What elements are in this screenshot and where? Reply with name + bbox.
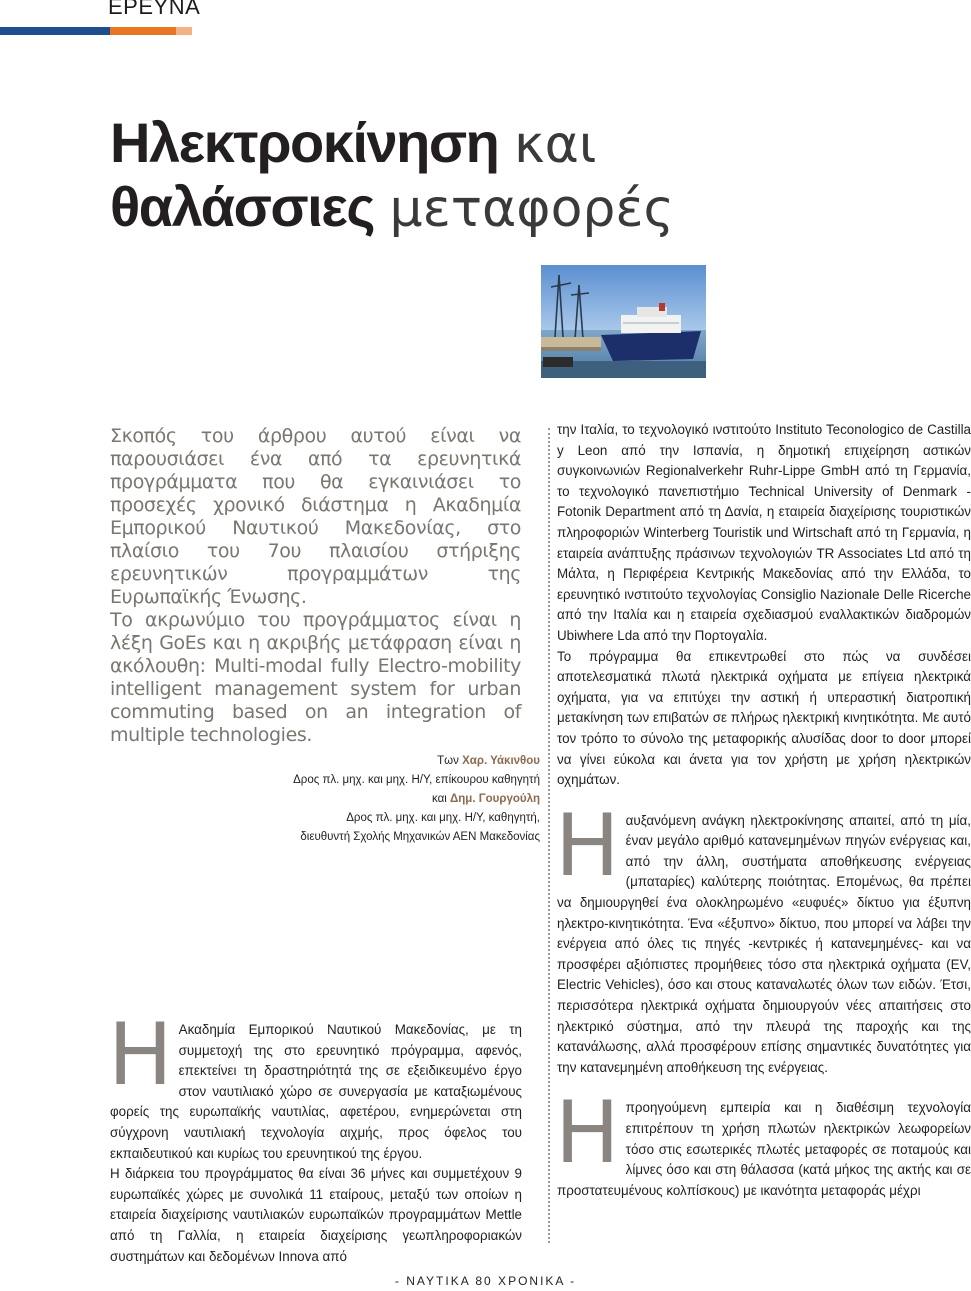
- author-prefix: Των: [437, 755, 459, 767]
- dropcap: Η: [108, 1005, 173, 1105]
- body-paragraph: Το πρόγραμμα θα επικεντρωθεί στο πώς να συνδέσει αποτελεσματικά πλωτά ηλεκτρικά οχήματα με επίγεια ηλεκτρικά οχήματα, για να επιτύχει την αστική ή υπεραστική διατροπική μετακίνηση των επιβατών σε πλήρως ηλεκτρική κινητικότητα. Με αυτό τον τρόπο το σύνολο της μεταφορικής αλυσίδας door to door μπορεί να γίνει εύκολα και άνετα για τον χρήστη με χρήση ηλεκτρικών οχημάτων.: [557, 648, 971, 788]
- right-column: [557, 420, 971, 1201]
- header-bar-light: [176, 27, 192, 35]
- title-line1-light: και: [513, 115, 597, 175]
- title-line2-bold: θαλάσσιες: [110, 175, 374, 238]
- author-prefix: και: [431, 793, 447, 805]
- column-divider: [548, 428, 550, 1243]
- ship-photo: [541, 265, 706, 378]
- body-paragraph: Ακαδημία Εμπορικού Ναυτικού Μακεδονίας, με τη συμμετοχή της στο ερευνητικό πρόγραμμα, αφενός, επεκτείνει τη δραστηριότητά της σε εξειδικευμένο έργο στον ναυτιλιακό χώρο σε συνεργασία με καταξιωμένους φορείς της ευρωπαϊκής ναυτιλίας, αφετέρου, ενημερώνεται στη σύγχρονη ναυτιλιακή τεχνολογία αιχμής, προς όφελος του εκπαιδευτικού και κυρίως του ερευνητικού της έργου.: [110, 1022, 522, 1161]
- title-line1-bold: Ηλεκτροκίνηση: [110, 111, 499, 174]
- header-bar-blue: [0, 27, 110, 35]
- body-paragraph: προηγούμενη εμπειρία και η διαθέσιμη τεχνολογία επιτρέπουν τη χρήση πλωτών ηλεκτρικών λεωφορείων τόσο στις εσωτερικές πλωτές μεταφορές σε ποταμούς και λίμνες όσο και στη θάλασσα (κατά μήκος της ακτής και σε προστατευμένους κολπίσκους) με ικανότητα μεταφοράς μέχρι: [557, 1100, 971, 1198]
- author-role: διευθυντή Σχολής Μηχανικών ΑΕΝ Μακεδονίας: [300, 831, 540, 843]
- author-role: Δρος πλ. μηχ. και μηχ. Η/Υ, επίκουρου καθηγητή: [293, 774, 540, 786]
- body-paragraph: Η διάρκεια του προγράμματος θα είναι 36 μήνες και συμμετέχουν 9 ευρωπαϊκές χώρες με συνολικά 11 εταίρους, μεταξύ των οποίων η εταιρεία διαχείρισης ναυτιλιακών ευρωπαϊκών προγραμμάτων Mettle από τη Γαλλία, η εταιρεία διαχείρισης γεωπληροφοριακών συστημάτων και δεδομένων Innova από: [110, 1166, 522, 1264]
- body-paragraph: την Ιταλία, το τεχνολογικό ινστιτούτο Instituto Teconologico de Castilla y Leon από την Ισπανία, η δημοτική επιχείρηση αστικών συγκοινωνιών Regionalverkehr Ruhr-Lippe GmbH από τη Γερμανία, το τεχνολογικό πανεπιστήμιο Technical University of Denmark - Fotonik Department από τη Δανία, η εταιρεία διαχείρισης τουριστικών πληροφοριών Winterberg Touristik und Wirtschaft από τη Γερμανία, η εταιρεία ανάπτυξης πράσινων τεχνολογιών TR Associates Ltd από τη Μάλτα, η Περιφέρεια Κεντρικής Μακεδονίας από την Ελλάδα, το ερευνητικό ινστιτούτο τεχνολογίας Consiglio Nazionale Delle Ricerche από την Ιταλία και η εταιρεία σχεδιασμού εναλλακτικών διαδρομών Ubiwhere Lda από την Πορτογαλία.: [557, 422, 971, 643]
- header-bar-orange: [110, 27, 176, 35]
- intro-text: [110, 425, 521, 747]
- left-column: [108, 1005, 522, 1267]
- dropcap: Η: [555, 795, 620, 896]
- author-name: Χαρ. Υάκινθου: [462, 755, 540, 767]
- article-title: [110, 112, 674, 240]
- author-role: Δρος πλ. μηχ. και μηχ. Η/Υ, καθηγητή,: [346, 812, 540, 824]
- intro-paragraph: Το ακρωνύμιο του προγράμματος είναι η λέξη GoEs και η ακριβής μετάφραση είναι η ακόλουθη: Multi-modal fully Electro-mobility intelligent management system for urban commuting based on an integration of multiple technologies.: [110, 609, 521, 746]
- body-paragraph: αυξανόμενη ανάγκη ηλεκτροκίνησης απαιτεί, από τη μία, έναν μεγάλο αριθμό κατανεμημένων πηγών ενέργειας και, από την άλλη, συστήματα αποθήκευσης ενέργειας (μπαταρίες) καλύτερης ποιότητας. Επομένως, θα πρέπει να δημιουργηθεί ένα ολοκληρωμένο «ευφυές» δίκτυο για έξυπνη ηλεκτρο-κινητικότητα. Ένα «έξυπνο» δίκτυο, που μπορεί να λάβει την ενέργεια από όλες τις πηγές -κεντρικές ή κατανεμημένες- και να προσφέρει αξιόπιστες προμήθειες τόσο στα ηλεκτρικά οχήματα (EV, Electric Vehicles), όσο και στους καταναλωτές όλων των ειδών. Έτσι, περισσότερα ηλεκτρικά οχήματα δημιουργούν νέες απαιτήσεις στο ηλεκτρικό σύστημα, από την πλευρά της παροχής και της κατανάλωσης, αλλά προσφέρουν επίσης σημαντικές δυνατότητες για την κατανεμημένη αποθήκευση της ενέργειας.: [557, 812, 971, 1075]
- intro-paragraph: Σκοπός του άρθρου αυτού είναι να παρουσιάσει ένα από τα ερευνητικά προγράμματα που θα εγκαινιάσει το προσεχές χρονικό διάστημα η Ακαδημία Εμπορικού Ναυτικού Μακεδονίας, στο πλαίσιο του 7ου πλαισίου στήριξης ερευνητικών προγραμμάτων της Ευρωπαϊκής Ένωσης.: [110, 425, 521, 608]
- title-line2-light: μεταφορές: [389, 179, 675, 239]
- author-name: Δημ. Γουργούλη: [450, 793, 540, 805]
- page-footer: - ΝΑΥΤΙΚΑ 80 ΧΡΟΝΙΚΑ -: [394, 1274, 577, 1288]
- author-credits: [230, 752, 540, 847]
- dropcap: Η: [555, 1083, 620, 1184]
- section-label: ΕΡΕΥΝΑ: [108, 0, 201, 19]
